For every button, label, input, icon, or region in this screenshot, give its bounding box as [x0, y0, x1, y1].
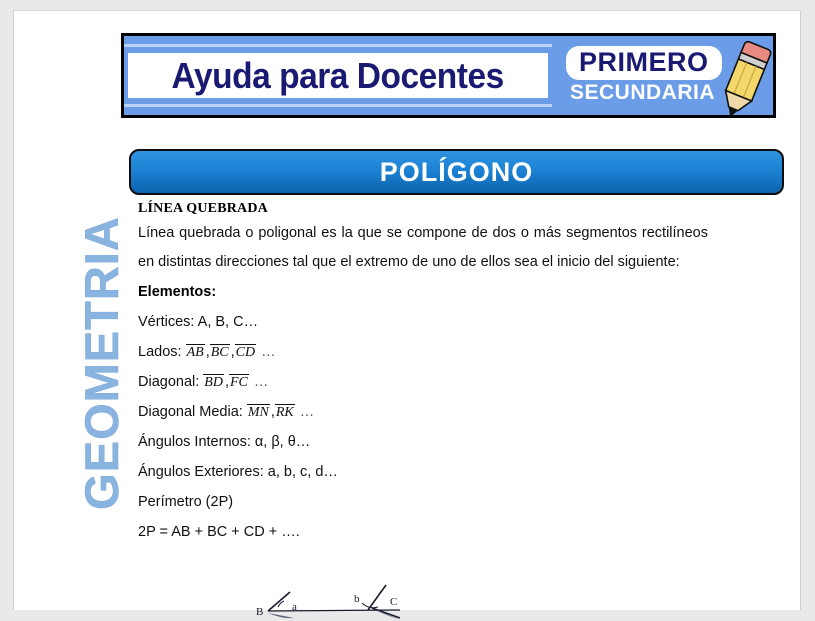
segment-notation: AB: [186, 345, 204, 360]
svg-text:b: b: [354, 593, 360, 605]
banner-title-panel: [124, 36, 552, 115]
elements-list: [138, 307, 708, 547]
broken-line-diagram: [250, 577, 440, 621]
segment-notation: MN: [247, 405, 269, 420]
ellipsis: …: [295, 404, 315, 420]
element-row: Lados: AB ,BC ,CD …: [138, 344, 276, 360]
element-label: Vértices:: [138, 314, 195, 330]
worksheet-page: [13, 10, 801, 618]
element-label: Lados:: [138, 344, 182, 360]
stage-label: SECUNDARIA: [570, 81, 716, 104]
element-value: α, β, θ…: [250, 434, 311, 450]
element-label: Perímetro (2P): [138, 494, 234, 510]
element-row: [138, 517, 708, 547]
header-banner: [121, 33, 776, 118]
element-label: Diagonal:: [138, 374, 200, 390]
lesson-content: [138, 201, 708, 547]
element-label: Ángulos Internos:: [138, 434, 251, 450]
ellipsis: …: [249, 374, 269, 390]
intro-paragraph: Línea quebrada o poligonal es la que se compone de dos o más segmentos rectilíneos en distintas direcciones tal que el extremo de uno de ellos sea el inicio del siguiente:: [138, 225, 708, 270]
stripe-line: [124, 104, 552, 107]
ellipsis: …: [257, 344, 276, 360]
segment-notation: RK: [275, 405, 294, 420]
elements-heading: Elementos:: [138, 284, 217, 300]
banner-stripe-bottom: [124, 99, 552, 112]
element-row: [138, 427, 708, 457]
element-row: [138, 307, 708, 337]
page-title: POLÍGONO: [379, 156, 534, 187]
svg-text:C: C: [390, 596, 398, 608]
topic-title-bar: [129, 149, 784, 195]
stripe-line: [124, 44, 552, 47]
element-value: a, b, c, d…: [263, 464, 338, 480]
level-pill: [566, 46, 722, 80]
svg-text:B: B: [256, 606, 264, 618]
segment-notation: CD: [235, 345, 256, 360]
subject-sidebar: [71, 198, 131, 528]
element-row: [138, 457, 708, 487]
segment-notation: FC: [230, 375, 248, 390]
element-row: [138, 487, 708, 517]
level-label: PRIMERO: [579, 47, 709, 77]
element-label: Ángulos Exteriores:: [138, 464, 264, 480]
segment-notation: BC: [210, 345, 229, 360]
banner-stripe-top: [124, 39, 552, 52]
element-label: Diagonal Media:: [138, 404, 243, 420]
element-label: 2P = AB + BC + CD + ….: [138, 524, 300, 540]
section-heading: LÍNEA QUEBRADA: [138, 201, 268, 216]
banner-title-plate: [128, 53, 548, 98]
element-row: Diagonal: BD ,FC …: [138, 374, 269, 390]
banner-level-panel: [552, 36, 773, 115]
element-value: A, B, C…: [194, 314, 259, 330]
banner-title: Ayuda para Docentes: [171, 54, 505, 96]
subject-label: GEOMETRIA: [74, 216, 128, 510]
pencil-icon: [715, 39, 775, 121]
element-row: Diagonal Media: MN ,RK …: [138, 404, 315, 420]
svg-text:a: a: [292, 601, 297, 613]
segment-notation: BD: [204, 375, 223, 390]
